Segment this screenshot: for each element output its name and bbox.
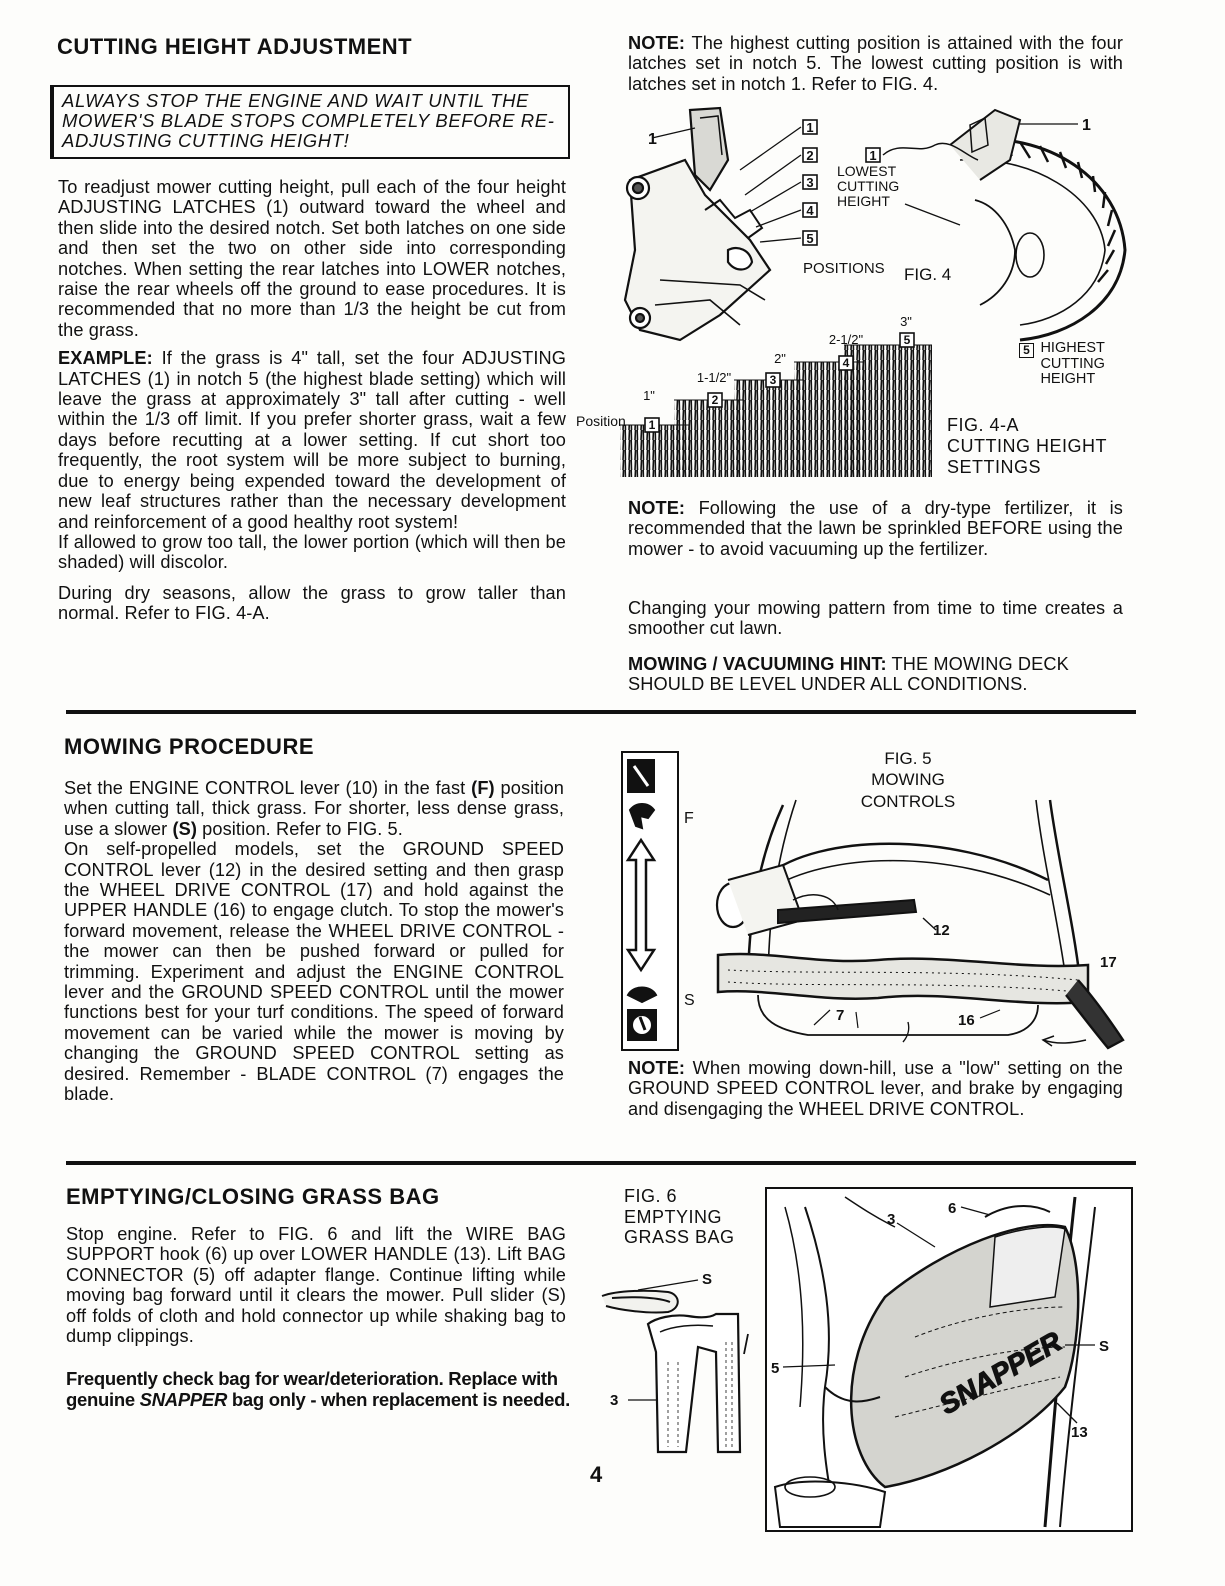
- latch-callout-right: 1: [1082, 117, 1091, 134]
- hint-text: THE MOWING DECK SHOULD BE LEVEL UNDER ALL CONDITIONS.: [628, 654, 1069, 695]
- note-highest-position: [628, 33, 1123, 94]
- position-num-4: 4: [842, 356, 850, 370]
- warning-box: [50, 85, 570, 159]
- bag-brand-logo: SNAPPER: [934, 1325, 1067, 1421]
- callout-6: 6: [948, 1200, 957, 1217]
- example-label: EXAMPLE:: [58, 348, 153, 369]
- callout-7: 7: [836, 1007, 845, 1024]
- position-num-5: 5: [903, 333, 911, 347]
- fig5-title-line3: CONTROLS: [860, 792, 956, 811]
- fig4-label: FIG. 4: [904, 265, 952, 284]
- height-3in: 3": [900, 314, 912, 329]
- notch-2: 2: [806, 148, 814, 163]
- control-panel-strip: [622, 752, 678, 1050]
- page-number: 4: [590, 1462, 603, 1487]
- lowest-notch-number: 1: [869, 148, 877, 163]
- height-2in: 2": [774, 351, 786, 366]
- fig4a-caption-line3: SETTINGS: [947, 457, 1042, 477]
- highest-cutting-height-label: HIGHEST CUTTING HEIGHT: [1040, 340, 1105, 387]
- brand-name: SNAPPER: [139, 1389, 228, 1410]
- notch-4: 4: [806, 203, 814, 218]
- too-tall-paragraph: If allowed to grow too tall, the lower portion (which will then be shaded) will discolor.: [58, 531, 566, 573]
- hint-label: MOWING / VACUUMING HINT:: [628, 654, 887, 674]
- mowing-hint: [628, 654, 1123, 695]
- callout-12: 12: [933, 922, 950, 939]
- slow-marker: (S): [172, 818, 198, 839]
- note-text: The highest cutting position is attained with the four latches set in notch 5. The lowest cutting position is with latches set in notch 1. Refer to FIG. 4.: [628, 33, 1123, 94]
- instructions-paragraph: To readjust mower cutting height, pull each of the four height ADJUSTING LATCHES (1) outward toward the wheel and then slide into the desired notch. Set both latches on one side and then set the two on other side into corresponding notches. When setting the rear latches into LOWER notches, raise the rear wheels off the ground to ease procedures. It is recommended that no more than 1/3 the height be cut from the grass.: [58, 177, 566, 340]
- fig4a-caption-line1: FIG. 4-A: [947, 415, 1020, 435]
- fig4a-caption-line2: CUTTING HEIGHT: [947, 436, 1107, 456]
- grass-block-1-5in: [674, 400, 744, 477]
- grass-bag-instructions: Stop engine. Refer to FIG. 6 and lift the WIRE BAG SUPPORT hook (6) up over LOWER HANDLE (13). Lift BAG CONNECTOR (5) off adapter flange. Continue lifting while moving bag forward until it clears the mower. Pull slider (S) off folds of cloth and hold connector up while shaking bag to dump clippings.: [66, 1224, 566, 1347]
- fig6-caption-line1: FIG. 6: [624, 1186, 678, 1206]
- note-label: NOTE:: [628, 33, 686, 53]
- slow-label: S: [684, 992, 695, 1009]
- dry-season-paragraph: During dry seasons, allow the grass to grow taller than normal. Refer to FIG. 4-A.: [58, 582, 566, 624]
- warning-text: ALWAYS STOP THE ENGINE AND WAIT UNTIL THE MOWER'S BLADE STOPS COMPLETELY BEFORE RE-ADJUSTING CUTTING HEIGHT!: [62, 90, 555, 151]
- notch-3: 3: [806, 175, 814, 190]
- fig4a-caption: [947, 415, 1107, 478]
- detail-callout-3: 3: [610, 1392, 619, 1409]
- replacement-text-a: Frequently check bag for wear/deterioration. Replace with genuine: [66, 1368, 558, 1410]
- fig6-bag-illustration: [765, 1187, 1133, 1532]
- handle-drawing: [717, 800, 1123, 1048]
- lowest-cutting-height-label: LOWEST CUTTING HEIGHT: [837, 164, 900, 209]
- section-title-mowing-procedure: MOWING PROCEDURE: [64, 734, 314, 759]
- callout-5: 5: [771, 1360, 780, 1377]
- callout-s: S: [1099, 1338, 1110, 1355]
- callout-3: 3: [887, 1211, 896, 1228]
- positions-label: POSITIONS: [803, 260, 885, 277]
- fast-label: F: [684, 810, 694, 827]
- highest-cutting-height-callout: [1019, 341, 1129, 388]
- grass-block-2in: [734, 380, 804, 477]
- position-num-2: 2: [711, 393, 719, 407]
- engine-control-text-c: position. Refer to FIG. 5.: [202, 818, 403, 839]
- highest-notch-number: 5: [1019, 343, 1034, 358]
- fig6-caption-line2: EMPTYING: [624, 1206, 723, 1227]
- position-num-3: 3: [769, 373, 777, 387]
- callout-17: 17: [1100, 954, 1117, 971]
- section-divider-2: [66, 1161, 1136, 1165]
- fig6-slider-detail: [598, 1262, 758, 1462]
- example-text: If the grass is 4" tall, set the four ADJUSTING LATCHES (1) in notch 5 (the highest blade setting) which will leave the grass at approximately 3" tall after cutting - well within the 1/3 off limit. If you prefer shorter grass, wait a few days before recutting at a lower setting. If cut short too frequently, the root system will be more subject to burning, due to energy being expended toward the development of new leaf structures rather than the necessary development and reinforcement of a good healthy root system!: [58, 348, 566, 532]
- engine-control-paragraph: [64, 778, 564, 839]
- position-num-1: 1: [648, 418, 656, 432]
- note-label-3: NOTE:: [628, 1058, 686, 1078]
- position-word: Position: [576, 413, 626, 429]
- note-downhill: [628, 1058, 1123, 1119]
- mowing-pattern-paragraph: Changing your mowing pattern from time to time creates a smoother cut lawn.: [628, 598, 1123, 639]
- engine-control-text-b: position when cutting tall, thick grass. For shorter, less dense grass, use a slower: [64, 778, 565, 839]
- note-fertilizer-text: Following the use of a dry-type fertilizer, it is recommended that the lawn be sprinkled BEFORE using the mower - to avoid vacuuming up the fertilizer.: [628, 498, 1123, 559]
- note-fertilizer: [628, 498, 1123, 559]
- callout-13: 13: [1071, 1424, 1088, 1441]
- self-propelled-paragraph: On self-propelled models, set the GROUND SPEED CONTROL lever (12) in the desired setting and then grasp the WHEEL DRIVE CONTROL (17) and hold against the UPPER HANDLE (16) to engage clutch. To stop the mower's forward movement, release the WHEEL DRIVE CONTROL - the mower can then be pushed forward or pulled for trimming. Experiment and adjust the ENGINE CONTROL lever and the GROUND SPEED CONTROL until the mower functions best for your turf conditions. The speed of forward movement can be varied while the mower is moving by changing the GROUND SPEED CONTROL setting as desired. Remember - BLADE CONTROL (7) engages the blade.: [64, 839, 564, 1105]
- replacement-note: [66, 1368, 578, 1410]
- grass-block-3in: [844, 345, 932, 477]
- wheel-drawing: [950, 110, 1125, 340]
- fig4a-grass-illustration: [574, 300, 944, 480]
- fig6-caption-line3: GRASS BAG: [624, 1227, 735, 1247]
- section-title-cutting-height: CUTTING HEIGHT ADJUSTMENT: [57, 34, 413, 59]
- engine-control-text-a: Set the ENGINE CONTROL lever (10) in the fast: [64, 778, 466, 798]
- section-title-grass-bag: EMPTYING/CLOSING GRASS BAG: [66, 1184, 440, 1209]
- height-2-5in: 2-1/2": [828, 332, 864, 347]
- callout-16: 16: [958, 1012, 975, 1029]
- fig5-title-line2: MOWING: [871, 770, 945, 789]
- fast-marker: (F): [471, 778, 495, 798]
- replacement-text-b: bag only - when replacement is needed.: [231, 1389, 570, 1410]
- example-paragraph: [58, 348, 566, 532]
- section-divider-1: [66, 710, 1136, 714]
- fig5-mowing-controls: [618, 740, 1133, 1055]
- fig5-title-line1: FIG. 5: [884, 749, 932, 768]
- notch-5: 5: [806, 231, 814, 246]
- latch-callout-left: 1: [648, 131, 657, 148]
- note-label-2: NOTE:: [628, 498, 686, 518]
- cutting-height-body: [58, 177, 566, 634]
- mowing-procedure-body: [64, 778, 564, 1105]
- height-1-5in: 1-1/2": [696, 370, 732, 385]
- note-downhill-text: When mowing down-hill, use a "low" setting on the GROUND SPEED CONTROL lever, and brake by engaging and disengaging the WHEEL DRIVE CONTROL.: [628, 1058, 1123, 1119]
- notch-1: 1: [806, 120, 814, 135]
- height-1in: 1": [643, 388, 655, 403]
- fig6-caption: [624, 1186, 735, 1248]
- detail-callout-s: S: [702, 1271, 713, 1288]
